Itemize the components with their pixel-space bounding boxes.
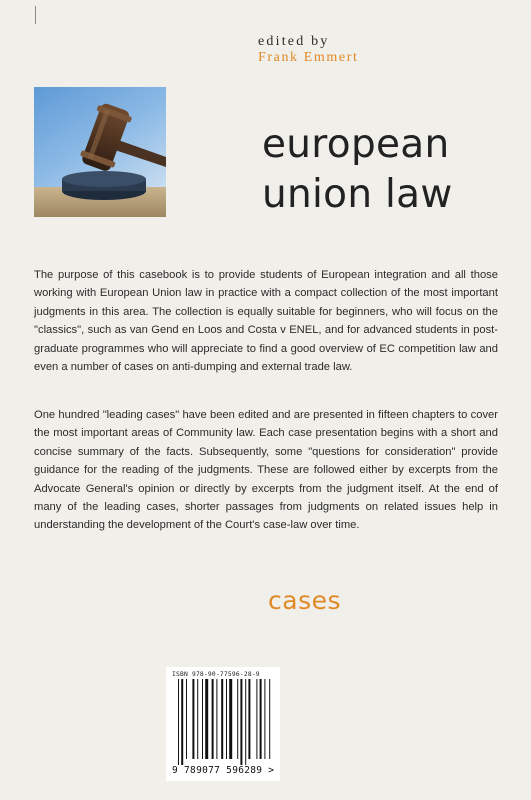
isbn-label: ISBN 978-90-77596-28-9 — [172, 671, 260, 678]
barcode-digits: 9 789077 596289 > — [172, 765, 275, 776]
barcode-bar — [192, 679, 194, 759]
barcode-bar — [205, 679, 208, 759]
barcode-bar — [229, 679, 232, 759]
barcode-bar — [202, 679, 203, 759]
title-line-1: european — [262, 122, 450, 167]
barcode-bar — [212, 679, 214, 759]
barcode-bar — [237, 679, 238, 759]
barcode — [166, 667, 280, 781]
barcode-bar — [186, 679, 187, 759]
barcode-bar — [256, 679, 257, 759]
gavel-photo — [34, 87, 166, 217]
barcode-bars — [166, 679, 280, 767]
title-line-2: union law — [262, 172, 453, 217]
barcode-bar — [260, 679, 262, 759]
editor-name: Frank Emmert — [258, 50, 359, 65]
barcode-bar — [197, 679, 198, 759]
barcode-bar — [240, 679, 242, 765]
barcode-bar — [269, 679, 270, 759]
series-label: cases — [268, 586, 341, 615]
book-title — [262, 120, 453, 220]
barcode-bar — [248, 679, 250, 759]
barcode-bar — [245, 679, 246, 765]
description-paragraph-1: The purpose of this casebook is to provide students of European integration and all those working with European Union law in practice with a compact collection of the most important judgments in this area. The collection is equally suitable for beginners, who will focus on the "classics", such as van Gend en Loos and Costa v ENEL, and for advanced students in post-graduate programmes who will appreciate to find a good overview of EC competition law and even a number of cases on anti-dumping and external trade law. — [34, 269, 498, 374]
barcode-bar — [221, 679, 223, 759]
barcode-bar — [216, 679, 217, 759]
barcode-bar — [264, 679, 265, 759]
barcode-bar — [181, 679, 183, 765]
description-paragraph-2: One hundred "leading cases" have been edited and are presented in fifteen chapters to cover the most important areas of Community law. Each case presentation begins with a short and concise summary of the facts. Subsequently, some "questions for consideration" provide guidance for the reading of the judgments. These are followed either by excerpts from the Advocate General's opinion or directly by excerpts from the judgment itself. At the end of many of the leading cases, shorter passages from judgments on related issues help in understanding the development of the Court's case-law over time. — [34, 409, 498, 532]
barcode-bar — [226, 679, 227, 759]
spine-mark — [35, 6, 36, 24]
barcode-bar — [178, 679, 179, 765]
edited-by-label: edited by — [258, 34, 330, 49]
